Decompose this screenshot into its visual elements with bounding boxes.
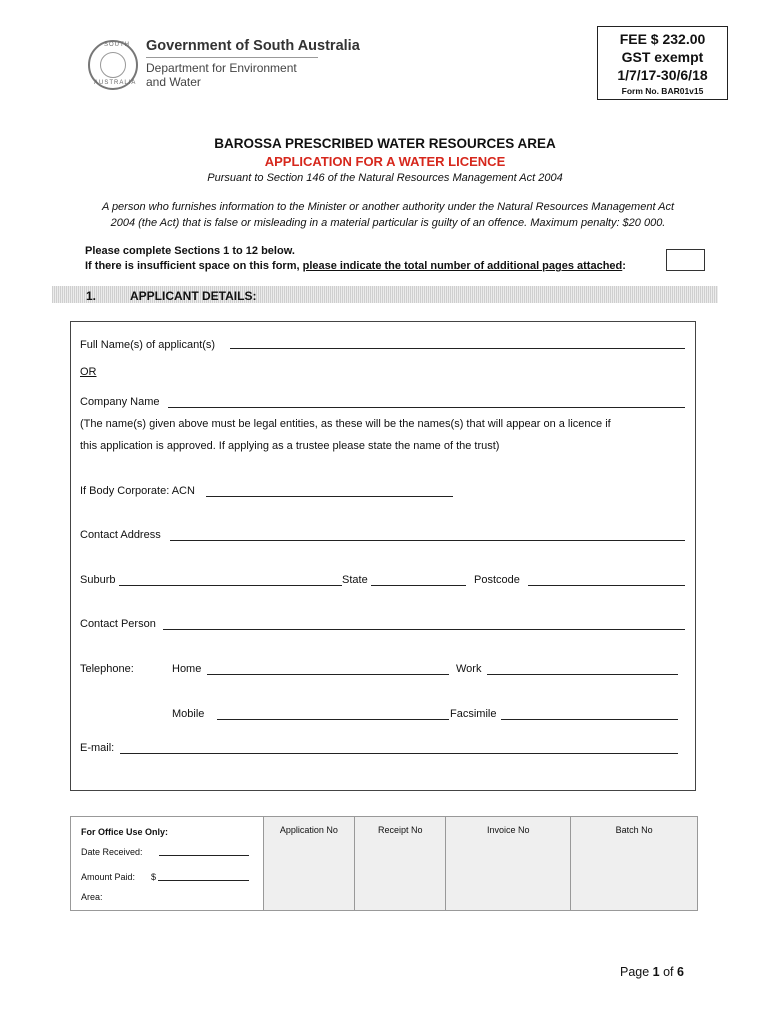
company-name-field[interactable] (168, 407, 685, 408)
email-label: E-mail: (80, 742, 115, 754)
telephone-label: Telephone: (80, 663, 134, 675)
amount-paid-label: Amount Paid: (81, 872, 136, 882)
or-label: OR (80, 366, 97, 378)
department-line2: and Water (146, 75, 201, 89)
additional-pages-field[interactable] (666, 249, 705, 271)
logo-divider (146, 57, 318, 58)
state-label: State (342, 574, 368, 586)
suburb-field[interactable] (119, 585, 342, 586)
facsimile-field[interactable] (501, 719, 678, 720)
mobile-field[interactable] (217, 719, 449, 720)
work-phone-label: Work (456, 663, 482, 675)
legislation-reference: Pursuant to Section 146 of the Natural Resources Management Act 2004 (207, 172, 563, 184)
page-prefix: Page (620, 965, 653, 979)
receipt-no-header: Receipt No (377, 825, 423, 835)
page-number (620, 965, 684, 979)
fee-amount: FEE $ 232.00 (619, 31, 706, 47)
receipt-no-cell[interactable] (355, 817, 446, 911)
contact-address-label: Contact Address (80, 529, 161, 541)
application-no-header: Application No (279, 825, 338, 835)
logo-arc-bottom: AUSTRALIA (94, 80, 137, 86)
contact-person-field[interactable] (163, 629, 685, 630)
fee-box (597, 26, 728, 100)
page-total: 6 (677, 965, 684, 979)
office-use-details (71, 817, 264, 911)
state-field[interactable] (371, 585, 466, 586)
acn-label: If Body Corporate: ACN (80, 485, 195, 497)
date-received-label: Date Received: (81, 847, 143, 857)
postcode-field[interactable] (528, 585, 685, 586)
office-use-heading: For Office Use Only: (81, 827, 169, 837)
logo-arc-top: SOUTH (104, 42, 130, 48)
fee-period: 1/7/17-30/6/18 (617, 67, 708, 83)
page-subtitle: APPLICATION FOR A WATER LICENCE (264, 154, 506, 169)
postcode-label: Postcode (474, 574, 520, 586)
page-title: BAROSSA PRESCRIBED WATER RESOURCES AREA (214, 136, 556, 151)
full-name-field[interactable] (230, 348, 685, 349)
date-received-field[interactable] (159, 855, 249, 856)
invoice-no-header: Invoice No (487, 825, 530, 835)
company-name-label: Company Name (80, 396, 160, 408)
full-name-label: Full Name(s) of applicant(s) (80, 339, 216, 351)
department-name (146, 61, 297, 89)
batch-no-cell[interactable] (571, 817, 698, 911)
suburb-label: Suburb (80, 574, 116, 586)
work-phone-field[interactable] (487, 674, 678, 675)
instructions-line2 (85, 260, 626, 272)
application-no-cell[interactable] (263, 817, 354, 911)
instructions-underlined: please indicate the total number of additional pages attached (302, 260, 623, 272)
gst-status: GST exempt (621, 49, 704, 65)
logo-emblem (100, 52, 126, 78)
batch-no-header: Batch No (615, 825, 653, 835)
area-label: Area: (81, 892, 103, 902)
mobile-label: Mobile (172, 708, 205, 720)
legal-entity-note-line2: this application is approved. If applying as a trustee please state the name of the trust) (80, 440, 500, 452)
department-line1: Department for Environment (146, 61, 297, 75)
applicant-details-box (70, 321, 696, 791)
invoice-no-cell[interactable] (446, 817, 571, 911)
page-of: of (659, 965, 677, 979)
form-number: Form No. BAR01v15 (621, 86, 704, 96)
home-phone-label: Home (172, 663, 202, 675)
contact-person-label: Contact Person (80, 618, 156, 630)
amount-paid-field[interactable] (158, 880, 249, 881)
legal-entity-note-line1: (The name(s) given above must be legal entities, as these will be the names(s) that will appear on a licence if (80, 418, 611, 430)
warning-line2: 2004 (the Act) that is false or misleading in a material particular is guilty of an offence. Maximum penalty: $20 000. (110, 217, 666, 229)
instructions-line1: Please complete Sections 1 to 12 below. (85, 245, 295, 257)
facsimile-label: Facsimile (450, 708, 497, 720)
acn-field[interactable] (206, 496, 453, 497)
home-phone-field[interactable] (207, 674, 449, 675)
instructions-pre: If there is insufficient space on this form, (85, 260, 303, 272)
org-name: Government of South Australia (146, 38, 360, 54)
contact-address-field[interactable] (170, 540, 685, 541)
instructions-post: : (622, 260, 626, 272)
office-use-table (70, 816, 698, 911)
page-current: 1 (652, 965, 660, 979)
section-number: 1. (86, 289, 97, 303)
penalty-warning (68, 199, 708, 231)
warning-line1: A person who furnishes information to the Minister or another authority under the Natural Resources Management Act (101, 201, 675, 213)
email-field[interactable] (120, 753, 678, 754)
amount-currency: $ (151, 872, 157, 882)
section-title: APPLICANT DETAILS: (130, 289, 257, 303)
